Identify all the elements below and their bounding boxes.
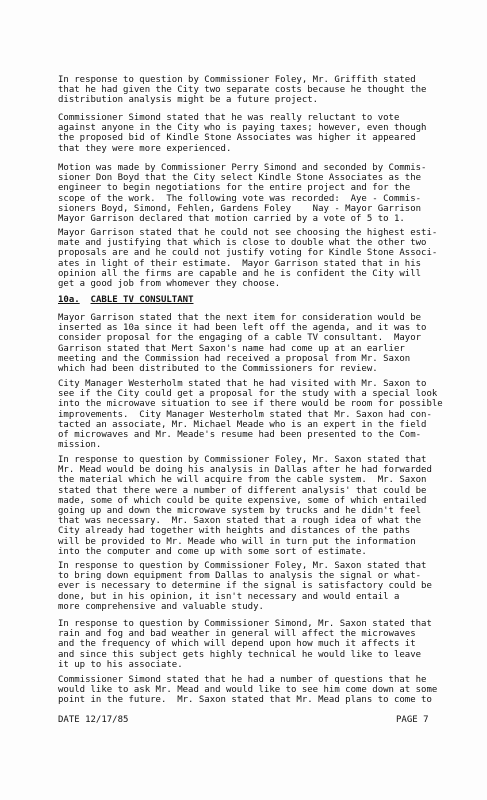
paragraph-garrison-objection: Mayor Garrison stated that he could not see choosing the highest esti- mate and justifying that which is close to double what the other two proposals are and he could not justify voting for Kindle Stone Associ- ates in light of their estimate. Mayor Garrison stated that in his opinion all the firms are capable and he is confident the City will get a good job from whomever they choose. [58, 228, 438, 290]
paragraph-agenda-item: Mayor Garrison stated that the next item for consideration would be inserted as 10a since it had been left off the agenda, and it was to consider proposal for the engaging of a cable TV consultant. Mayor Garrison stated that Mert Saxon's name had come up at an earlier meeting and the Commission had received a proposal from Mr. Saxon which had been distributed to the Commissioners for review. [58, 313, 427, 375]
paragraph-motion-vote: Motion was made by Commissioner Perry Simond and seconded by Commis- sioner Don Boyd that the City select Kindle Stone Associates as the engineer to begin negotiations for the entire project and for the scope of the work. The following vote was recorded: Aye - Commis- sioners Boyd, Simond, Fehlen, Gardens Foley Nay - Mayor Garrison Mayor Garrison declared that motion carried by a vote of 5 to 1. [58, 163, 427, 225]
footer-date: DATE 12/17/85 [58, 715, 129, 725]
section-number: 10a. [58, 295, 80, 305]
paragraph-griffith-response: In response to question by Commissioner Foley, Mr. Griffith stated that he had given the City two separate costs because he thought the distribution analysis might be a future project. [58, 75, 427, 106]
footer-page-number: PAGE 7 [396, 715, 429, 725]
paragraph-westerholm-visit: City Manager Westerholm stated that he had visited with Mr. Saxon to see if the City could get a proposal for the study with a special look into the microwave situation to see if there would be room for possible improvements. City Manager Westerholm stated that Mr. Saxon had con- tacted an associate, Mr. Michael Meade who is an expert in the field of microwaves and Mr. Meade's resume had been presented to the Com- mission. [58, 379, 443, 451]
paragraph-simond-reluctance: Commissioner Simond stated that he was really reluctant to vote against anyone in the City who is paying taxes; however, even though the proposed bid of Kindle Stone Associates was higher it appeared that they were more experienced. [58, 113, 427, 154]
section-title: CABLE TV CONSULTANT [90, 295, 194, 305]
section-heading [58, 295, 193, 305]
paragraph-saxon-analysis: In response to question by Commissioner Foley, Mr. Saxon stated that Mr. Mead would be doing his analysis in Dallas after he had forwarded the material which he will acquire from the cable system. Mr. Saxon stated that there were a number of different analysis' that could be made, some of which could be quite expensive, some of which entailed going up and down the microwave system by trucks and he didn't feel that was necessary. Mr. Saxon stated that a rough idea of what the City already had together with heights and distances of the paths will be provided to Mr. Meade who will in turn put the information into the computer and come up with some sort of estimate. [58, 455, 432, 557]
paragraph-saxon-weather: In response to question by Commissioner Simond, Mr. Saxon stated that rain and fog and bad weather in general will affect the microwaves and the frequency of which will depend upon how much it affects it and since this subject gets highly technical he would like to leave it up to his associate. [58, 619, 432, 670]
heading-spacer [80, 295, 91, 305]
paragraph-saxon-equipment: In response to question by Commissioner Foley, Mr. Saxon stated that to bring down equipment from Dallas to analysis the signal or what- ever is necessary to determine if the signal is satisfactory could be done, but in his opinion, it isn't necessary and would entail a more comprehensive and valuable study. [58, 561, 432, 612]
paragraph-simond-questions: Commissioner Simond stated that he had a number of questions that he would like to ask Mr. Mead and would like to see him come down at some point in the future. Mr. Saxon stated that Mr. Mead plans to come to [58, 675, 438, 706]
